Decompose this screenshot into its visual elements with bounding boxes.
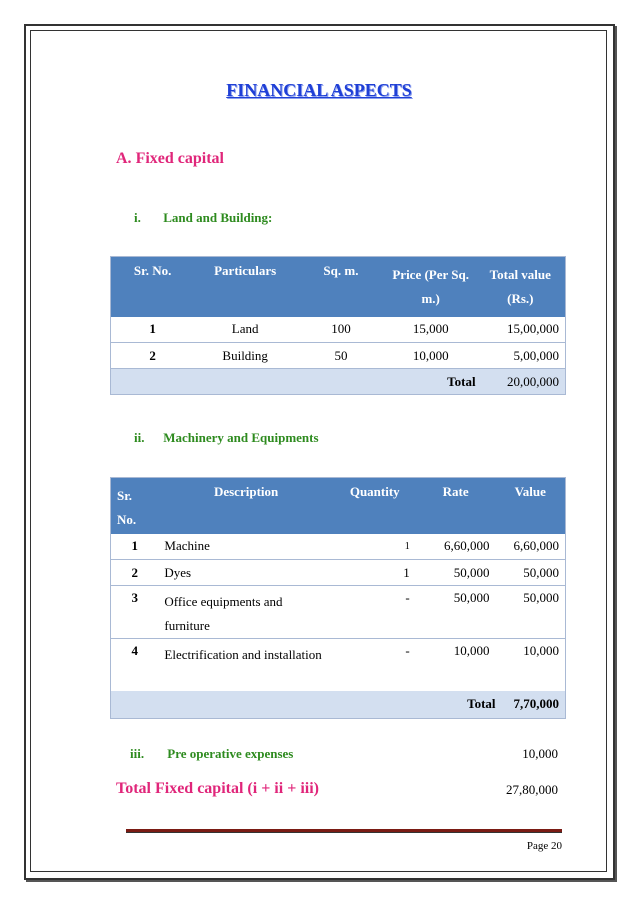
- total-label: Total: [111, 691, 496, 719]
- header-description: Description: [158, 478, 333, 534]
- cell-total: 5,00,000: [476, 343, 566, 369]
- header-sq-m: Sq. m.: [296, 257, 386, 317]
- page-title: FINANCIAL ASPECTS: [226, 80, 412, 100]
- table-row: [111, 586, 566, 639]
- header-sr-no: Sr. No.: [111, 257, 195, 317]
- table-header-row: [111, 478, 566, 534]
- section-fixed-capital: [116, 150, 224, 168]
- cell-price: 15,000: [386, 317, 476, 343]
- header-rate: Rate: [416, 478, 496, 534]
- cell-description: Electrification and installation: [164, 647, 322, 662]
- total-value: 7,70,000: [496, 691, 566, 719]
- section-label: Fixed capital: [135, 150, 224, 167]
- cell-rate: 6,60,000: [416, 534, 496, 560]
- cell-description: Dyes: [158, 560, 333, 586]
- cell-sr: 3: [111, 586, 159, 639]
- table-total-row: [111, 691, 566, 719]
- land-building-table: [110, 256, 566, 395]
- subheading-numeral: ii.: [134, 430, 145, 445]
- table-row: [111, 317, 566, 343]
- header-sr-no: Sr. No.: [111, 478, 159, 534]
- cell-value: 6,60,000: [496, 534, 566, 560]
- cell-quantity: -: [405, 643, 410, 658]
- cell-price: 10,000: [386, 343, 476, 369]
- cell-quantity: 1: [334, 534, 416, 560]
- table-row: [111, 639, 566, 691]
- cell-quantity: -: [334, 586, 416, 639]
- subheading-machinery: [134, 430, 319, 446]
- cell-sqm: 50: [296, 343, 386, 369]
- cell-sr: 1: [111, 534, 159, 560]
- cell-rate: 10,000: [453, 643, 490, 658]
- total-value: 20,00,000: [476, 369, 566, 395]
- table-header-row: [111, 257, 566, 317]
- cell-quantity: 1: [334, 560, 416, 586]
- cell-description: Machine: [158, 534, 333, 560]
- preoperative-value: 10,000: [522, 746, 558, 761]
- total-label: Total: [111, 369, 476, 395]
- page-number: Page 20: [526, 840, 562, 852]
- section-letter: A.: [116, 150, 132, 167]
- subheading-label: Machinery and Equipments: [163, 430, 319, 445]
- cell-total: 15,00,000: [476, 317, 566, 343]
- cell-sr: 1: [111, 317, 195, 343]
- cell-value: 50,000: [496, 586, 566, 639]
- cell-description: Office equipments and furniture: [158, 586, 333, 639]
- machinery-table: [110, 477, 566, 719]
- header-price: Price (Per Sq. m.): [386, 257, 476, 317]
- subheading-label: Land and Building:: [163, 210, 273, 225]
- header-value: Value: [496, 478, 566, 534]
- table-total-row: [111, 369, 566, 395]
- header-particulars: Particulars: [194, 257, 296, 317]
- preoperative-numeral: iii.: [130, 746, 145, 761]
- footer-rule: [126, 829, 562, 833]
- cell-particulars: Building: [194, 343, 296, 369]
- table-row: [111, 560, 566, 586]
- cell-sqm: 100: [296, 317, 386, 343]
- header-quantity: Quantity: [334, 478, 416, 534]
- subheading-land-building: [134, 210, 272, 226]
- cell-particulars: Land: [194, 317, 296, 343]
- table-row: [111, 343, 566, 369]
- preoperative-label: Pre operative expenses: [167, 746, 294, 761]
- subheading-numeral: i.: [134, 210, 141, 225]
- grand-total-value: 27,80,000: [506, 782, 558, 797]
- table-row: [111, 534, 566, 560]
- header-total-value: Total value (Rs.): [476, 257, 566, 317]
- cell-sr: 4: [131, 643, 138, 658]
- cell-value: 50,000: [496, 560, 566, 586]
- cell-rate: 50,000: [416, 560, 496, 586]
- cell-sr: 2: [111, 560, 159, 586]
- cell-value: 10,000: [523, 643, 559, 658]
- cell-rate: 50,000: [416, 586, 496, 639]
- grand-total-line: [116, 780, 560, 798]
- cell-sr: 2: [111, 343, 195, 369]
- preoperative-line: [130, 746, 560, 762]
- grand-total-label: Total Fixed capital (i + ii + iii): [116, 780, 319, 797]
